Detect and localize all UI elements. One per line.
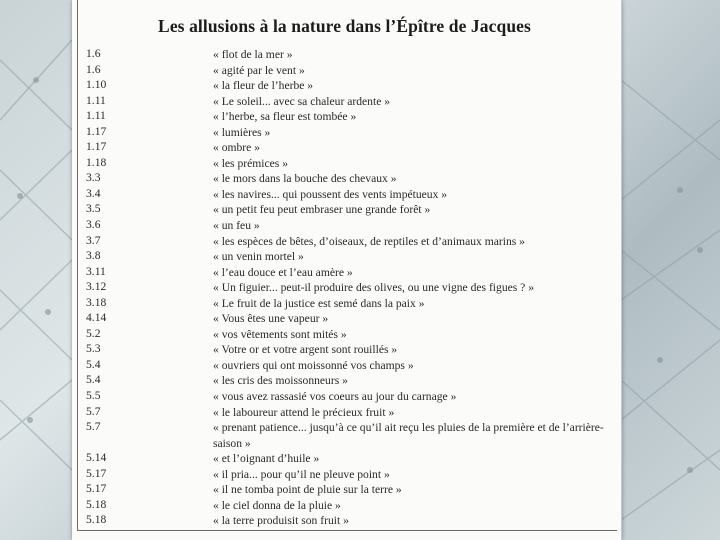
nature-quote: « les cris des moissonneurs »: [213, 374, 348, 388]
verse-reference: 3.7: [86, 233, 101, 247]
nature-quote: « Un figuier... peut-il produire des olives, ou une vigne des figues ? »: [213, 281, 535, 295]
nature-quote: « les prémices »: [213, 156, 289, 170]
nature-quote: « un petit feu peut embraser une grande forêt »: [213, 203, 431, 217]
nature-quote: « les espèces de bêtes, d’oiseaux, de reptiles et d’animaux marins »: [213, 234, 525, 248]
nature-quote: « l’herbe, sa fleur est tombée »: [213, 110, 357, 124]
nature-quote: « vous avez rassasié vos coeurs au jour du carnage »: [213, 390, 457, 404]
list-item: [86, 156, 616, 172]
page-title: Les allusions à la nature dans l’Épître de Jacques: [158, 16, 531, 36]
list-item: [86, 311, 616, 327]
list-item: [86, 327, 616, 343]
list-item: [86, 63, 616, 79]
nature-quote: « Le soleil... avec sa chaleur ardente »: [213, 94, 391, 108]
verse-reference: 3.4: [86, 186, 101, 200]
nature-quote: « le ciel donna de la pluie »: [213, 498, 341, 512]
nature-quote: « prenant patience... jusqu’à ce qu’il ait reçu les pluies de la première et de l’arrière-saison »: [213, 421, 604, 450]
nature-quote: « agité par le vent »: [213, 63, 305, 77]
list-item: [86, 405, 616, 421]
list-item: [86, 498, 616, 514]
verse-reference: 1.17: [86, 124, 107, 138]
verse-reference: 3.12: [86, 280, 107, 294]
verse-reference: 5.18: [86, 497, 107, 511]
list-item: [86, 218, 616, 234]
list-item: [86, 125, 616, 141]
verse-reference: 3.5: [86, 202, 101, 216]
verse-reference: 1.11: [86, 93, 106, 107]
list-item: [86, 234, 616, 250]
list-item: [86, 187, 616, 203]
nature-quote: « vos vêtements sont mités »: [213, 327, 347, 341]
list-item: [86, 47, 616, 63]
verse-reference: 4.14: [86, 311, 107, 325]
nature-quote: « Vous êtes une vapeur »: [213, 312, 329, 326]
nature-quote: « les navires... qui poussent des vents impétueux »: [213, 187, 448, 201]
verse-reference: 5.3: [86, 342, 101, 356]
verse-reference: 5.18: [86, 513, 107, 527]
nature-quote: « la fleur de l’herbe »: [213, 79, 314, 93]
verse-reference: 1.10: [86, 78, 107, 92]
list-item: [86, 482, 616, 498]
verse-reference: 5.2: [86, 326, 101, 340]
nature-quote: « flot de la mer »: [213, 48, 293, 61]
list-item: [86, 358, 616, 374]
verse-reference: 3.18: [86, 295, 107, 309]
list-item: [86, 467, 616, 483]
verse-reference: 1.17: [86, 140, 107, 154]
verse-reference: 3.6: [86, 218, 101, 232]
verse-reference: 3.8: [86, 249, 101, 263]
list-item: [86, 78, 616, 94]
nature-quote: « un venin mortel »: [213, 250, 304, 264]
nature-quote: « il ne tomba point de pluie sur la terre »: [213, 483, 402, 497]
list-item: [86, 280, 616, 296]
scanned-document: [72, 0, 622, 540]
verse-reference: 3.3: [86, 171, 101, 185]
nature-quote: « l’eau douce et l’eau amère »: [213, 265, 353, 279]
list-item: [86, 109, 616, 125]
verse-reference: 3.11: [86, 264, 106, 278]
list-item: [86, 202, 616, 218]
verse-reference: 5.17: [86, 482, 107, 496]
bottom-border-line: [77, 530, 617, 531]
reference-list: [86, 47, 616, 529]
list-item: [86, 373, 616, 389]
verse-reference: 5.4: [86, 357, 101, 371]
verse-reference: 5.5: [86, 389, 101, 403]
list-item: [86, 265, 616, 281]
nature-quote: « et l’oignant d’huile »: [213, 452, 320, 466]
verse-reference: 1.11: [86, 109, 106, 123]
nature-quote: « le mors dans la bouche des chevaux »: [213, 172, 397, 186]
list-item: [86, 513, 616, 529]
verse-reference: 1.18: [86, 155, 107, 169]
list-item: [86, 451, 616, 467]
list-item: [86, 171, 616, 187]
list-item: [86, 342, 616, 358]
nature-quote: « il pria... pour qu’il ne pleuve point »: [213, 467, 390, 481]
list-item: [86, 249, 616, 265]
list-item: [86, 94, 616, 110]
nature-quote: « ouvriers qui ont moissonné vos champs »: [213, 358, 414, 372]
nature-quote: « la terre produisit son fruit »: [213, 514, 349, 528]
nature-quote: « ombre »: [213, 141, 261, 155]
verse-reference: 5.14: [86, 451, 107, 465]
left-border-line: [77, 0, 78, 530]
verse-reference: 5.4: [86, 373, 101, 387]
list-item: [86, 420, 616, 451]
list-item: [86, 140, 616, 156]
list-item: [86, 296, 616, 312]
verse-reference: 5.17: [86, 466, 107, 480]
nature-quote: « lumières »: [213, 125, 271, 139]
nature-quote: « Le fruit de la justice est semé dans la paix »: [213, 296, 425, 310]
nature-quote: « le laboureur attend le précieux fruit »: [213, 405, 395, 419]
nature-quote: « Votre or et votre argent sont rouillés »: [213, 343, 398, 357]
list-item: [86, 389, 616, 405]
verse-reference: 5.7: [86, 420, 101, 434]
verse-reference: 1.6: [86, 62, 101, 76]
nature-quote: « un feu »: [213, 219, 260, 233]
verse-reference: 1.6: [86, 47, 101, 60]
verse-reference: 5.7: [86, 404, 101, 418]
